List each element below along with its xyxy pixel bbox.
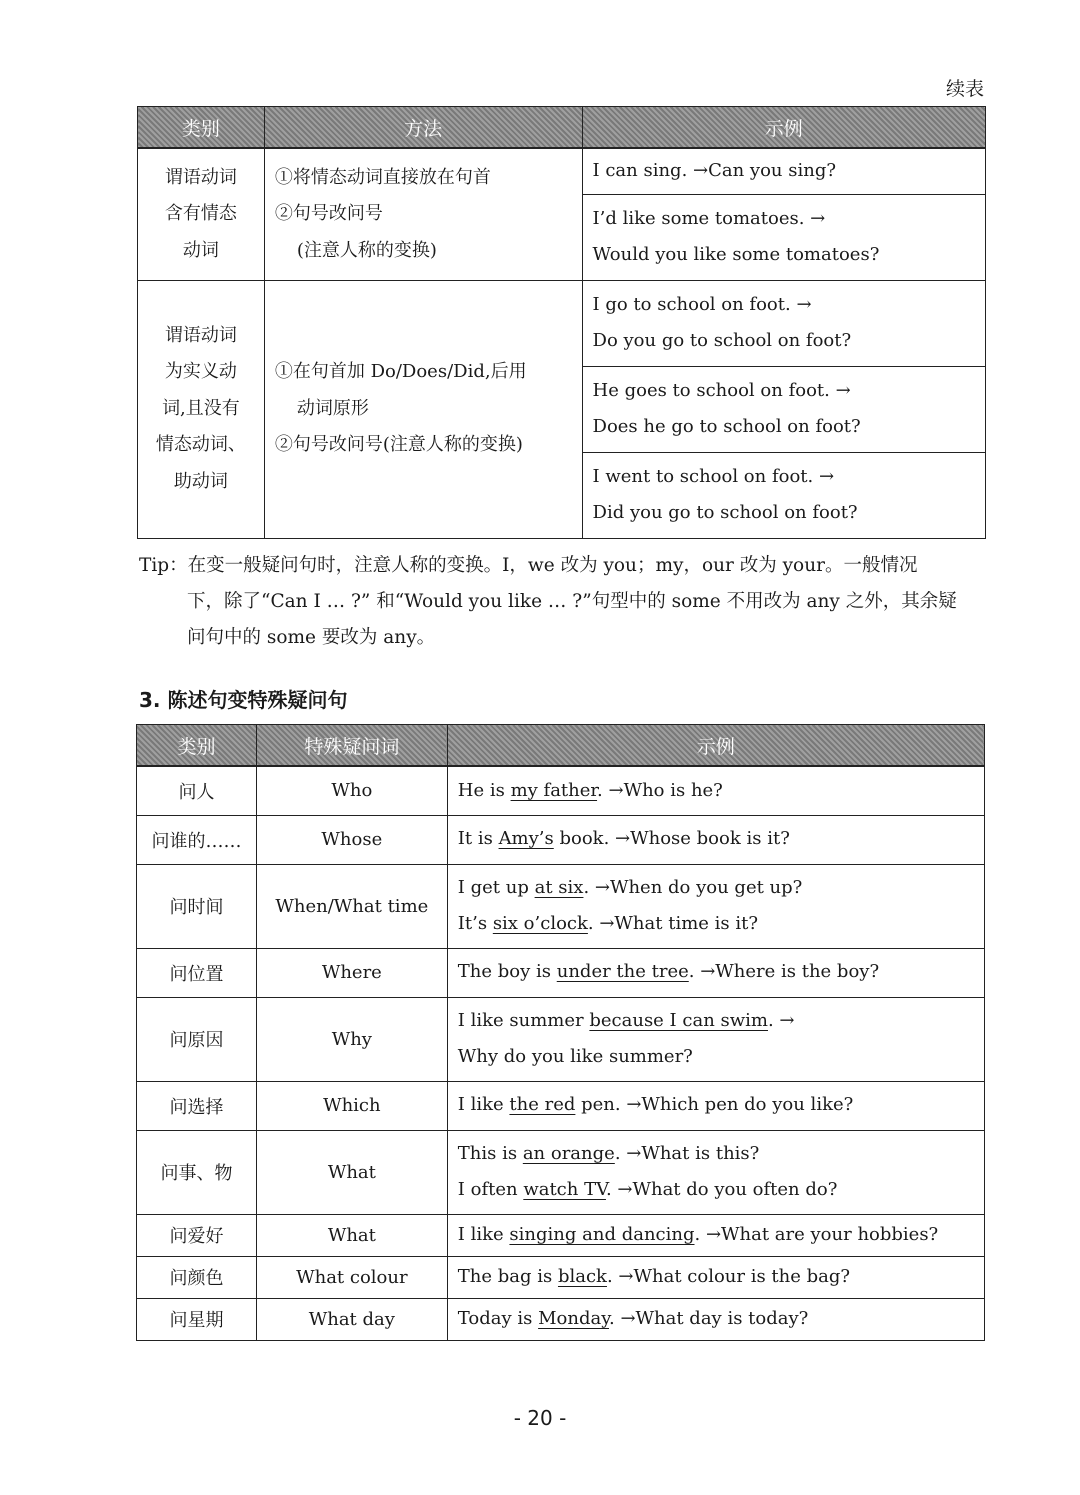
example-line: I’d like some tomatoes. → [592, 207, 826, 229]
header-example: 示例 [447, 725, 984, 767]
category-cell: 问位置 [137, 948, 257, 997]
question-word-cell: Whose [256, 815, 447, 864]
continued-table-label: 续表 [945, 78, 984, 100]
category-cell: 问选择 [137, 1081, 257, 1130]
category-line: 谓语动词 [164, 166, 237, 188]
tip-line: 下，除了“Can I … ?” 和“Would you like … ?”句型中的 some 不用改为 any 之外，其余疑 [187, 591, 957, 612]
category-line: 词,且没有 [162, 397, 240, 419]
example-cell [582, 148, 985, 194]
example-line: I get up at six. →When do you get up? [457, 876, 803, 898]
example-line: I go to school on foot. → [592, 293, 812, 315]
example-cell [447, 1298, 984, 1340]
underlined-answer: Monday [538, 1307, 609, 1329]
underlined-answer: singing and dancing [509, 1223, 695, 1245]
example-cell [447, 1214, 984, 1256]
underlined-answer: my father [510, 779, 598, 801]
tip-line: 问句中的 some 要改为 any。 [187, 627, 436, 648]
method-line: 动词原形 [296, 397, 369, 419]
tip-line: Tip：在变一般疑问句时，注意人称的变换。I，we 改为 you；my，our 改为 your。一般情况 [139, 555, 918, 576]
header-category: 类别 [138, 107, 265, 149]
example-cell [582, 452, 985, 538]
underlined-answer: because I can swim [589, 1009, 768, 1031]
question-word-cell: What [256, 1214, 447, 1256]
table-row [137, 1081, 985, 1130]
category-cell: 问爱好 [137, 1214, 257, 1256]
table-yes-no-questions [137, 106, 986, 539]
example-cell [447, 1256, 984, 1298]
example-cell [447, 766, 984, 815]
category-line: 含有情态 [164, 203, 237, 224]
category-cell [138, 280, 265, 538]
method-line: ①将情态动词直接放在句首 [274, 166, 491, 188]
method-cell [264, 280, 582, 538]
example-cell [447, 1130, 984, 1214]
example-cell [447, 815, 984, 864]
method-line: ②句号改问号 [274, 203, 383, 224]
example-line: I can sing. →Can you sing? [592, 160, 837, 181]
table-row [137, 1256, 985, 1298]
category-cell: 问时间 [137, 864, 257, 948]
example-line: Does he go to school on foot? [592, 416, 861, 437]
table-header-row [138, 107, 986, 149]
table-row [138, 148, 986, 194]
table-row [137, 1298, 985, 1340]
category-cell: 问事、物 [137, 1130, 257, 1214]
underlined-answer: at six [534, 876, 584, 898]
underlined-answer: under the tree [556, 961, 689, 983]
category-cell: 问人 [137, 766, 257, 815]
question-word-cell: When/What time [256, 864, 447, 948]
header-category: 类别 [137, 725, 257, 767]
category-cell [138, 148, 265, 280]
table-row [137, 997, 985, 1081]
method-cell [264, 148, 582, 280]
underlined-answer: watch TV [523, 1179, 606, 1200]
example-cell [447, 864, 984, 948]
category-line: 为实义动 [164, 361, 237, 383]
category-line: 谓语动词 [164, 324, 237, 346]
table-row [137, 766, 985, 815]
table-row [137, 948, 985, 997]
example-line: He goes to school on foot. → [592, 379, 851, 401]
question-word-cell: What colour [256, 1256, 447, 1298]
example-line: He is my father. →Who is he? [457, 779, 723, 801]
table-row [137, 815, 985, 864]
tip-note [139, 548, 989, 656]
table-header-row [137, 725, 985, 767]
header-question-word: 特殊疑问词 [256, 725, 447, 767]
table-row [137, 864, 985, 948]
category-cell: 问谁的…… [137, 815, 257, 864]
category-line: 动词 [182, 239, 219, 261]
example-line: I like the red pen. →Which pen do you like? [457, 1094, 854, 1116]
example-line: Did you go to school on foot? [592, 502, 858, 523]
example-cell [447, 1081, 984, 1130]
header-example: 示例 [582, 107, 985, 149]
category-cell: 问星期 [137, 1298, 257, 1340]
example-line: Why do you like summer? [457, 1046, 693, 1067]
example-cell [447, 997, 984, 1081]
question-word-cell: Why [256, 997, 447, 1081]
underlined-answer: an orange [522, 1142, 615, 1164]
example-line: I went to school on foot. → [592, 465, 835, 487]
question-word-cell: Who [256, 766, 447, 815]
question-word-cell: Where [256, 948, 447, 997]
header-method: 方法 [264, 107, 582, 149]
example-line: The boy is under the tree. →Where is the boy? [457, 961, 880, 983]
underlined-answer: the red [509, 1094, 576, 1116]
category-cell: 问颜色 [137, 1256, 257, 1298]
table-row [137, 1130, 985, 1214]
example-line: This is an orange. →What is this? [457, 1142, 760, 1164]
example-line: The bag is black. →What colour is the bag? [457, 1265, 851, 1287]
method-line: ②句号改问号(注意人称的变换) [274, 434, 523, 456]
category-line: 助动词 [173, 470, 228, 492]
question-word-cell: What day [256, 1298, 447, 1340]
page-number: - 20 - [513, 1406, 567, 1430]
question-word-cell: What [256, 1130, 447, 1214]
example-line: Today is Monday. →What day is today? [457, 1307, 809, 1329]
table-special-questions [136, 724, 985, 1341]
example-line: I like singing and dancing. →What are your hobbies? [457, 1223, 939, 1245]
table-row [137, 1214, 985, 1256]
example-cell [582, 366, 985, 452]
table-row [138, 280, 986, 366]
method-line: ①在句首加 Do/Does/Did,后用 [274, 361, 527, 383]
method-line: (注意人称的变换) [296, 239, 437, 261]
example-line: I often watch TV. →What do you often do? [457, 1179, 838, 1200]
question-word-cell: Which [256, 1081, 447, 1130]
example-cell [447, 948, 984, 997]
underlined-answer: six o’clock [492, 913, 588, 934]
example-cell [582, 280, 985, 366]
example-line: I like summer because I can swim. → [457, 1009, 795, 1031]
section-title: 3. 陈述句变特殊疑问句 [139, 688, 348, 712]
underlined-answer: black [557, 1265, 607, 1287]
example-line: It’s six o’clock. →What time is it? [457, 913, 759, 934]
category-cell: 问原因 [137, 997, 257, 1081]
example-line: Would you like some tomatoes? [592, 244, 880, 265]
example-line: It is Amy’s book. →Whose book is it? [457, 828, 790, 850]
example-line: Do you go to school on foot? [592, 330, 852, 351]
category-line: 情态动词、 [155, 434, 246, 456]
underlined-answer: Amy’s [498, 828, 554, 850]
example-cell [582, 194, 985, 280]
